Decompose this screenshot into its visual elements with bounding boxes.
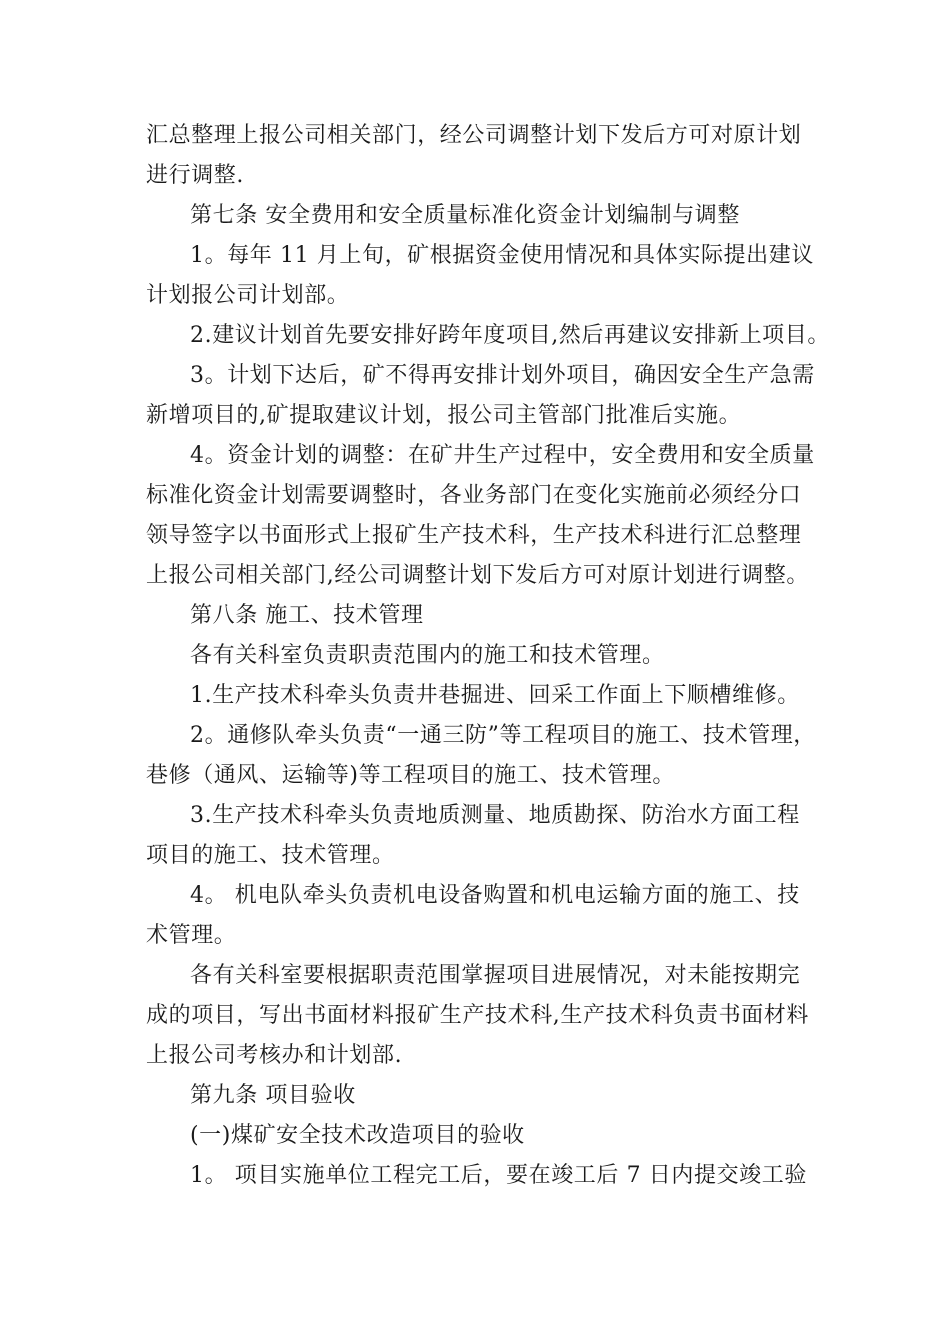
text-line-19: 项目的施工、技术管理。: [146, 843, 395, 868]
text-line-14: 各有关科室负责职责范围内的施工和技术管理。: [190, 643, 665, 668]
text-line-22: 各有关科室要根据职责范围掌握项目进展情况，对未能按期完: [190, 963, 801, 988]
section-heading: (一)煤矿安全技术改造项目的验收: [190, 1123, 525, 1148]
text-line-4: 1。每年 11 月上旬，矿根据资金使用情况和具体实际提出建议: [190, 243, 814, 268]
text-line-24: 上报公司考核办和计划部.: [146, 1043, 403, 1068]
text-line-18: 3.生产技术科牵头负责地质测量、地质勘探、防治水方面工程: [190, 803, 800, 828]
text-line-5: 计划报公司计划部。: [146, 283, 350, 308]
text-line-7: 3。计划下达后，矿不得再安排计划外项目，确因安全生产急需: [190, 363, 815, 388]
text-line-15: 1.生产技术科牵头负责井巷掘进、回采工作面上下顺槽维修。: [190, 683, 800, 708]
article-8-heading: 第八条 施工、技术管理: [190, 603, 424, 628]
text-line-23: 成的项目，写出书面材料报矿生产技术科,生产技术科负责书面材料: [146, 1003, 809, 1028]
text-line-11: 领导签字以书面形式上报矿生产技术科，生产技术科进行汇总整理: [146, 523, 802, 548]
article-9-heading: 第九条 项目验收: [190, 1083, 356, 1108]
text-line-17: 巷修（通风、运输等)等工程项目的施工、技术管理。: [146, 763, 675, 788]
text-line-16: 2。通修队牵头负责“一通三防”等工程项目的施工、技术管理，: [190, 723, 816, 748]
article-7-heading: 第七条 安全费用和安全质量标准化资金计划编制与调整: [190, 203, 740, 228]
text-line-10: 标准化资金计划需要调整时，各业务部门在变化实施前必须经分口: [146, 483, 802, 508]
text-line-8: 新增项目的,矿提取建议计划，报公司主管部门批准后实施。: [146, 403, 742, 428]
text-line-9: 4。资金计划的调整：在矿井生产过程中，安全费用和安全质量: [190, 443, 815, 468]
text-line-6: 2.建议计划首先要安排好跨年度项目,然后再建议安排新上项目。: [190, 323, 830, 348]
text-line-12: 上报公司相关部门,经公司调整计划下发后方可对原计划进行调整。: [146, 563, 809, 588]
text-line-27: 1。 项目实施单位工程完工后，要在竣工后 7 日内提交竣工验: [190, 1163, 807, 1188]
document-body: [146, 116, 830, 1196]
text-line-2: 进行调整.: [146, 163, 244, 188]
text-line-1: 汇总整理上报公司相关部门，经公司调整计划下发后方可对原计划: [146, 123, 802, 148]
text-line-21: 术管理。: [146, 923, 237, 948]
text-line-20: 4。 机电队牵头负责机电设备购置和机电运输方面的施工、技: [190, 883, 800, 908]
